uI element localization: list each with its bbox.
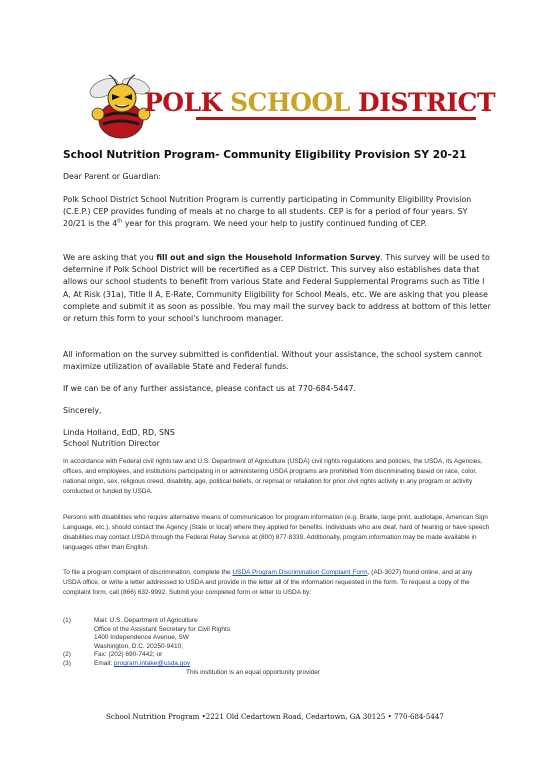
paragraph-cep-text: [63, 194, 491, 231]
address-line: Office of the Assistant Secretary for Civil Rights: [94, 625, 231, 633]
list-item: [63, 617, 493, 626]
paragraph-survey-text: [63, 252, 491, 325]
fine3-start: To file a program complaint of discrimination, complete the: [63, 569, 233, 576]
disability-text: Persons with disabilities who require alternative means of communication for program information (e.g. Braille, large print, audiotape, American Sign Language, etc.), should contact the Agency (State or local) where they applied for benefits. Individuals who are deaf, hard of hearing or have speech disabilities may contact USDA through the Federal Relay Service at (800) 877-8339. Additionally, program information may be made available in languages other than English.: [63, 514, 490, 552]
paragraph-confidential-text: All information on the survey submitted is confidential. Without your assistance, the school system cannot maximize utilization of available State and Federal funds.: [63, 350, 482, 372]
item-number: (3): [63, 659, 71, 667]
signer-name: Linda Holland, EdD, RD, SNS: [63, 428, 175, 437]
list-item: [63, 634, 493, 643]
signature-block: [63, 427, 491, 449]
mail-line: Mail: U.S. Department of Agriculture: [94, 617, 198, 624]
para1-text: Polk School District School Nutrition Program is currently participating in Community Eligibility Provision (C.E.P.) CEP provides funding of meals at no charge to all students. CEP is for a period of four years. SY 20/21 is the 4: [63, 195, 472, 229]
salutation-text: Dear Parent or Guardian:: [63, 172, 162, 181]
paragraph-confidential: [63, 349, 491, 373]
closing-text: Sincerely,: [63, 406, 102, 415]
page-footer: School Nutrition Program •2221 Old Cedartown Road, Cedartown, GA 30125 • 770-684-5447: [106, 712, 444, 721]
para1-superscript: th: [117, 218, 123, 225]
list-item: [63, 626, 493, 635]
complaint-statement: [63, 568, 491, 598]
para2-start: We are asking that you: [63, 253, 157, 262]
paragraph-survey: [63, 252, 491, 325]
item-number: (2): [63, 651, 71, 659]
disability-statement: [63, 513, 491, 553]
nondiscrimination-text: In accordance with Federal civil rights law and U.S. Department of Agriculture (USDA) civil rights regulations and policies, the USDA, its Agencies, offices, and employees, and institutions participating in or administering USDA programs are prohibited from discriminating based on race, color, national origin, sex, religious creed, disability, age, political beliefs, or reprisal or retaliation for prior civil rights activity in any program or activity conducted or funded by USDA.: [63, 458, 483, 496]
address-line: Washington, D.C. 20250-9410;: [94, 642, 184, 650]
list-item: [63, 660, 493, 669]
complaint-text: [63, 568, 491, 598]
letter-title: School Nutrition Program- Community Eligibility Provision SY 20-21: [63, 149, 467, 161]
fine3-end: , (AD-3027) found online, and at any USDA office, or write a letter addressed to USDA and provide in the letter all of the information requested in the form. To request a copy of the complaint form, call (866) 632-9992. Submit your completed form or letter to USDA by:: [63, 569, 473, 597]
para2-end: . This survey will be used to determine if Polk School District will be recertified as a CEP District. This survey also establishes data that allows our school students to benefit from various State and Federal Supplemental Programs such as Title I A, At Risk (31a), Title II A, E-Rate, Community Eligibility for School Meals, etc. We are asking that you please complete and submit it as soon as possible. You may mail the survey back to address at bottom of this letter or return this form to your school's lunchroom manager.: [63, 253, 491, 324]
fax-line: Fax: (202) 690-7442; or: [94, 651, 163, 659]
signer-title: School Nutrition Director: [63, 439, 160, 448]
email-link[interactable]: program.intake@usda.gov: [113, 659, 191, 667]
salutation: [63, 171, 491, 183]
letterhead-rule: [196, 117, 476, 120]
para2-bold: fill out and sign the Household Information Survey: [156, 253, 381, 262]
district-name: [144, 88, 495, 117]
name-district: DISTRICT: [358, 88, 496, 117]
list-item: [63, 643, 493, 652]
para1-end-text: year for this program. We need your help to justify continued funding of CEP.: [122, 219, 427, 229]
address-line: 1400 Independence Avenue, SW: [94, 634, 189, 642]
closing: [63, 405, 491, 417]
paragraph-contact-text: If we can be of any further assistance, please contact us at 770-684-5447.: [63, 384, 356, 393]
name-school: SCHOOL: [230, 88, 350, 117]
email-line: [94, 660, 190, 669]
letterhead: [84, 70, 496, 142]
name-polk: POLK: [144, 88, 222, 117]
item-number: (1): [63, 617, 71, 624]
paragraph-contact: [63, 383, 491, 395]
paragraph-cep: [63, 194, 491, 231]
equal-opportunity-statement: This institution is an equal opportunity provider: [186, 669, 321, 676]
email-label: Email:: [94, 659, 114, 667]
nondiscrimination-statement: [63, 457, 491, 497]
usda-address-list: [63, 617, 493, 669]
list-item: [63, 651, 493, 660]
complaint-form-link[interactable]: USDA Program Discrimination Complaint Form: [232, 569, 368, 576]
